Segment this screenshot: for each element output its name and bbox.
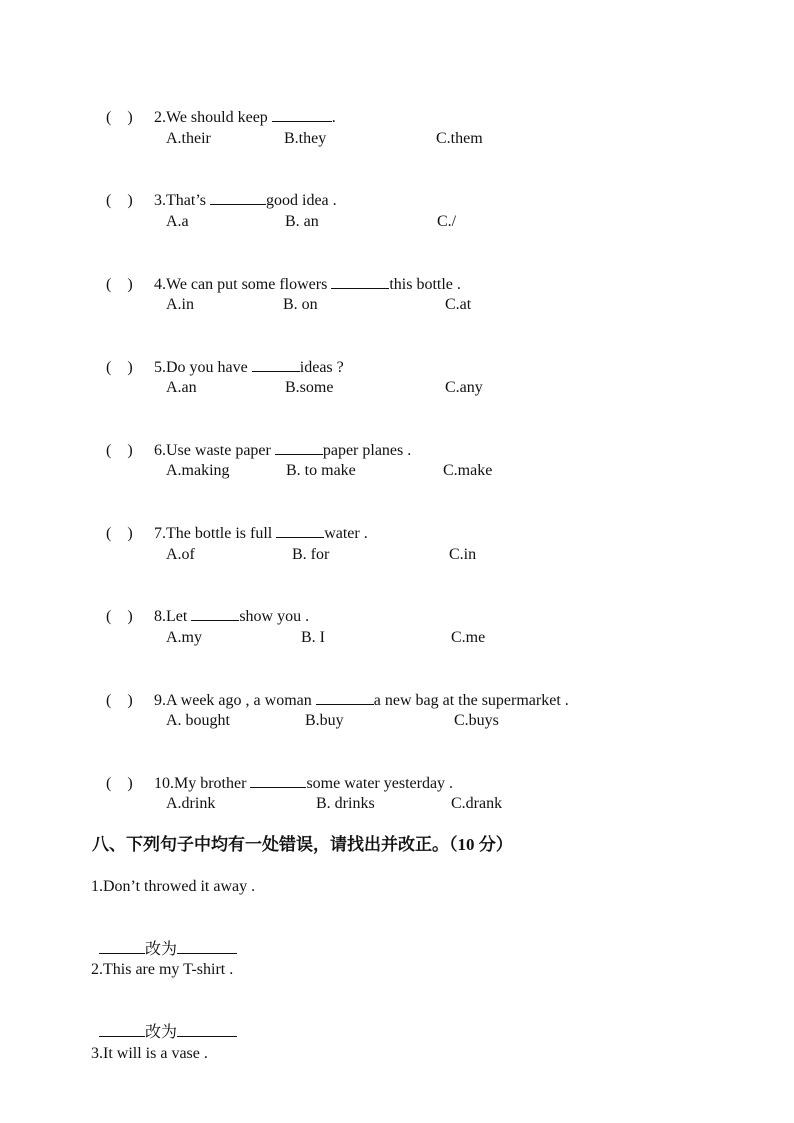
- option-b: B.they: [284, 130, 327, 147]
- answer-blank[interactable]: [272, 107, 332, 122]
- question-8: [98, 586, 309, 627]
- answer-blank[interactable]: [331, 274, 389, 289]
- answer-blank[interactable]: [252, 357, 300, 372]
- option-b: B. I: [301, 629, 325, 646]
- question-stem-end: .: [331, 109, 336, 126]
- option-c: C.in: [449, 546, 477, 563]
- question-6: [98, 420, 411, 461]
- correct-word-blank[interactable]: [177, 1022, 237, 1037]
- question-stem-end: water .: [324, 525, 368, 542]
- answer-paren[interactable]: ( ): [106, 525, 133, 542]
- option-c: C./: [437, 213, 457, 230]
- answer-paren[interactable]: ( ): [106, 192, 133, 209]
- option-b: B.some: [285, 379, 334, 396]
- option-c: C.at: [445, 296, 472, 313]
- correction-row-2: [91, 1002, 237, 1043]
- question-stem: 6.Use waste paper: [154, 442, 275, 459]
- option-c: C.them: [436, 130, 483, 147]
- question-5: [98, 337, 344, 378]
- option-c: C.me: [451, 629, 486, 646]
- error-sentence-3: 3.It will is a vase .: [91, 1045, 208, 1062]
- answer-blank[interactable]: [276, 523, 324, 538]
- correct-word-blank[interactable]: [177, 939, 237, 954]
- wrong-word-blank[interactable]: [99, 1022, 145, 1037]
- answer-paren[interactable]: ( ): [106, 109, 133, 126]
- option-b: B. drinks: [316, 795, 375, 812]
- section-8-heading: 八、下列句子中均有一处错误，请找出并改正。（10 分）: [92, 835, 513, 854]
- question-stem: 8.Let: [154, 608, 192, 625]
- answer-blank[interactable]: [316, 690, 374, 705]
- error-sentence-2: 2.This are my T-shirt .: [91, 961, 234, 978]
- question-stem-end: show you .: [239, 608, 310, 625]
- question-stem: 3.That’s: [154, 192, 210, 209]
- option-a: A.their: [166, 130, 211, 147]
- question-4: [98, 254, 461, 295]
- option-b: B. to make: [286, 462, 356, 479]
- option-c: C.buys: [454, 712, 499, 729]
- option-a: A.in: [166, 296, 194, 313]
- question-stem: 10.My brother: [154, 775, 251, 792]
- option-a: A. bought: [166, 712, 230, 729]
- question-stem: 2.We should keep: [154, 109, 272, 126]
- answer-paren[interactable]: ( ): [106, 775, 133, 792]
- option-b: B. an: [285, 213, 319, 230]
- question-7: [98, 503, 368, 544]
- option-c: C.any: [445, 379, 483, 396]
- question-stem: 7.The bottle is full: [154, 525, 277, 542]
- answer-paren[interactable]: ( ): [106, 359, 133, 376]
- question-10: [98, 753, 453, 794]
- option-a: A.a: [166, 213, 189, 230]
- correction-label: 改为: [145, 1024, 178, 1041]
- option-b: B. on: [283, 296, 318, 313]
- option-a: A.of: [166, 546, 195, 563]
- option-b: B. for: [292, 546, 330, 563]
- option-c: C.make: [443, 462, 493, 479]
- answer-paren[interactable]: ( ): [106, 442, 133, 459]
- correction-row-1: [91, 919, 237, 960]
- question-stem: 5.Do you have: [154, 359, 252, 376]
- option-c: C.drank: [451, 795, 503, 812]
- question-stem-end: this bottle .: [389, 276, 461, 293]
- correction-label: 改为: [145, 941, 178, 958]
- answer-paren[interactable]: ( ): [106, 276, 133, 293]
- question-2: [98, 87, 336, 128]
- question-stem-end: a new bag at the supermarket .: [373, 692, 569, 709]
- option-a: A.an: [166, 379, 197, 396]
- option-a: A.my: [166, 629, 202, 646]
- option-a: A.making: [166, 462, 230, 479]
- answer-paren[interactable]: ( ): [106, 692, 133, 709]
- question-stem-end: some water yesterday .: [306, 775, 454, 792]
- answer-blank[interactable]: [210, 190, 266, 205]
- wrong-word-blank[interactable]: [99, 939, 145, 954]
- answer-paren[interactable]: ( ): [106, 608, 133, 625]
- answer-blank[interactable]: [250, 773, 306, 788]
- error-sentence-1: 1.Don’t throwed it away .: [91, 878, 256, 895]
- question-3: [98, 170, 337, 211]
- option-b: B.buy: [305, 712, 344, 729]
- question-stem: 4.We can put some flowers: [154, 276, 332, 293]
- question-stem-end: paper planes .: [322, 442, 412, 459]
- answer-blank[interactable]: [191, 606, 239, 621]
- question-stem: 9.A week ago , a woman: [154, 692, 316, 709]
- question-stem-end: good idea .: [266, 192, 337, 209]
- answer-blank[interactable]: [275, 440, 323, 455]
- question-stem-end: ideas ?: [299, 359, 344, 376]
- question-9: [98, 670, 569, 711]
- option-a: A.drink: [166, 795, 216, 812]
